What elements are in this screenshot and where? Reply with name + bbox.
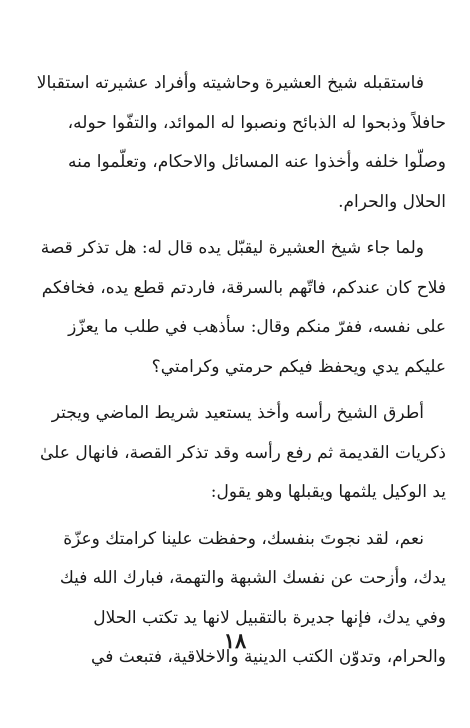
text-line: وصلّوا خلفه وأخذوا عنه المسائل والاحكام، وتعلّموا منه bbox=[68, 152, 446, 172]
text-line: الحلال والحرام. bbox=[338, 191, 446, 212]
text-line: وفي يدك، فإنها جديرة بالتقبيل لانها يد تكتب الحلال bbox=[93, 607, 446, 628]
text-line: نعم، لقد نجوتَ بنفسك، وحفظت علينا كرامتك وعزّة bbox=[63, 528, 424, 549]
text-line: على نفسه، ففرّ منكم وقال: سأذهب في طلب ما يعزّز bbox=[68, 317, 446, 337]
paragraph bbox=[22, 520, 446, 678]
paragraph bbox=[22, 394, 446, 513]
text-line: أطرق الشيخ رأسه وأخذ يستعيد شريط الماضي ويجتر bbox=[51, 403, 424, 423]
page-number: ١٨ bbox=[223, 628, 247, 653]
text-line: ذكريات القديمة ثم رفع رأسه وقد تذكر القصة، فانهال علىٰ bbox=[40, 442, 446, 463]
text-line: ولما جاء شيخ العشيرة ليقبّل يده قال له: هل تذكر قصة bbox=[40, 238, 424, 258]
body-text bbox=[22, 64, 446, 685]
text-line: حافلاً وذبحوا له الذبائح ونصبوا له الموائد، والتفّوا حوله، bbox=[67, 112, 446, 133]
paragraph bbox=[22, 229, 446, 387]
text-line: يدك، وأزحت عن نفسك الشبهة والتهمة، فبارك الله فيك bbox=[59, 568, 446, 588]
text-line: والحرام، وتدوّن الكتب الدينية والاخلاقية، فتبعث في bbox=[91, 647, 446, 667]
text-line: فاستقبله شيخ العشيرة وحاشيته وأفراد عشيرته استقبالا bbox=[36, 73, 424, 93]
text-line: فلاح كان عندكم، فاتّهم بالسرقة، فاردتم قطع يده، فخافكم bbox=[41, 277, 446, 298]
text-line: عليكم يدي ويحفظ فيكم حرمتي وكرامتي؟ bbox=[151, 356, 446, 377]
paragraph bbox=[22, 64, 446, 222]
text-line: يد الوكيل يلثمها ويقبلها وهو يقول: bbox=[210, 482, 446, 502]
